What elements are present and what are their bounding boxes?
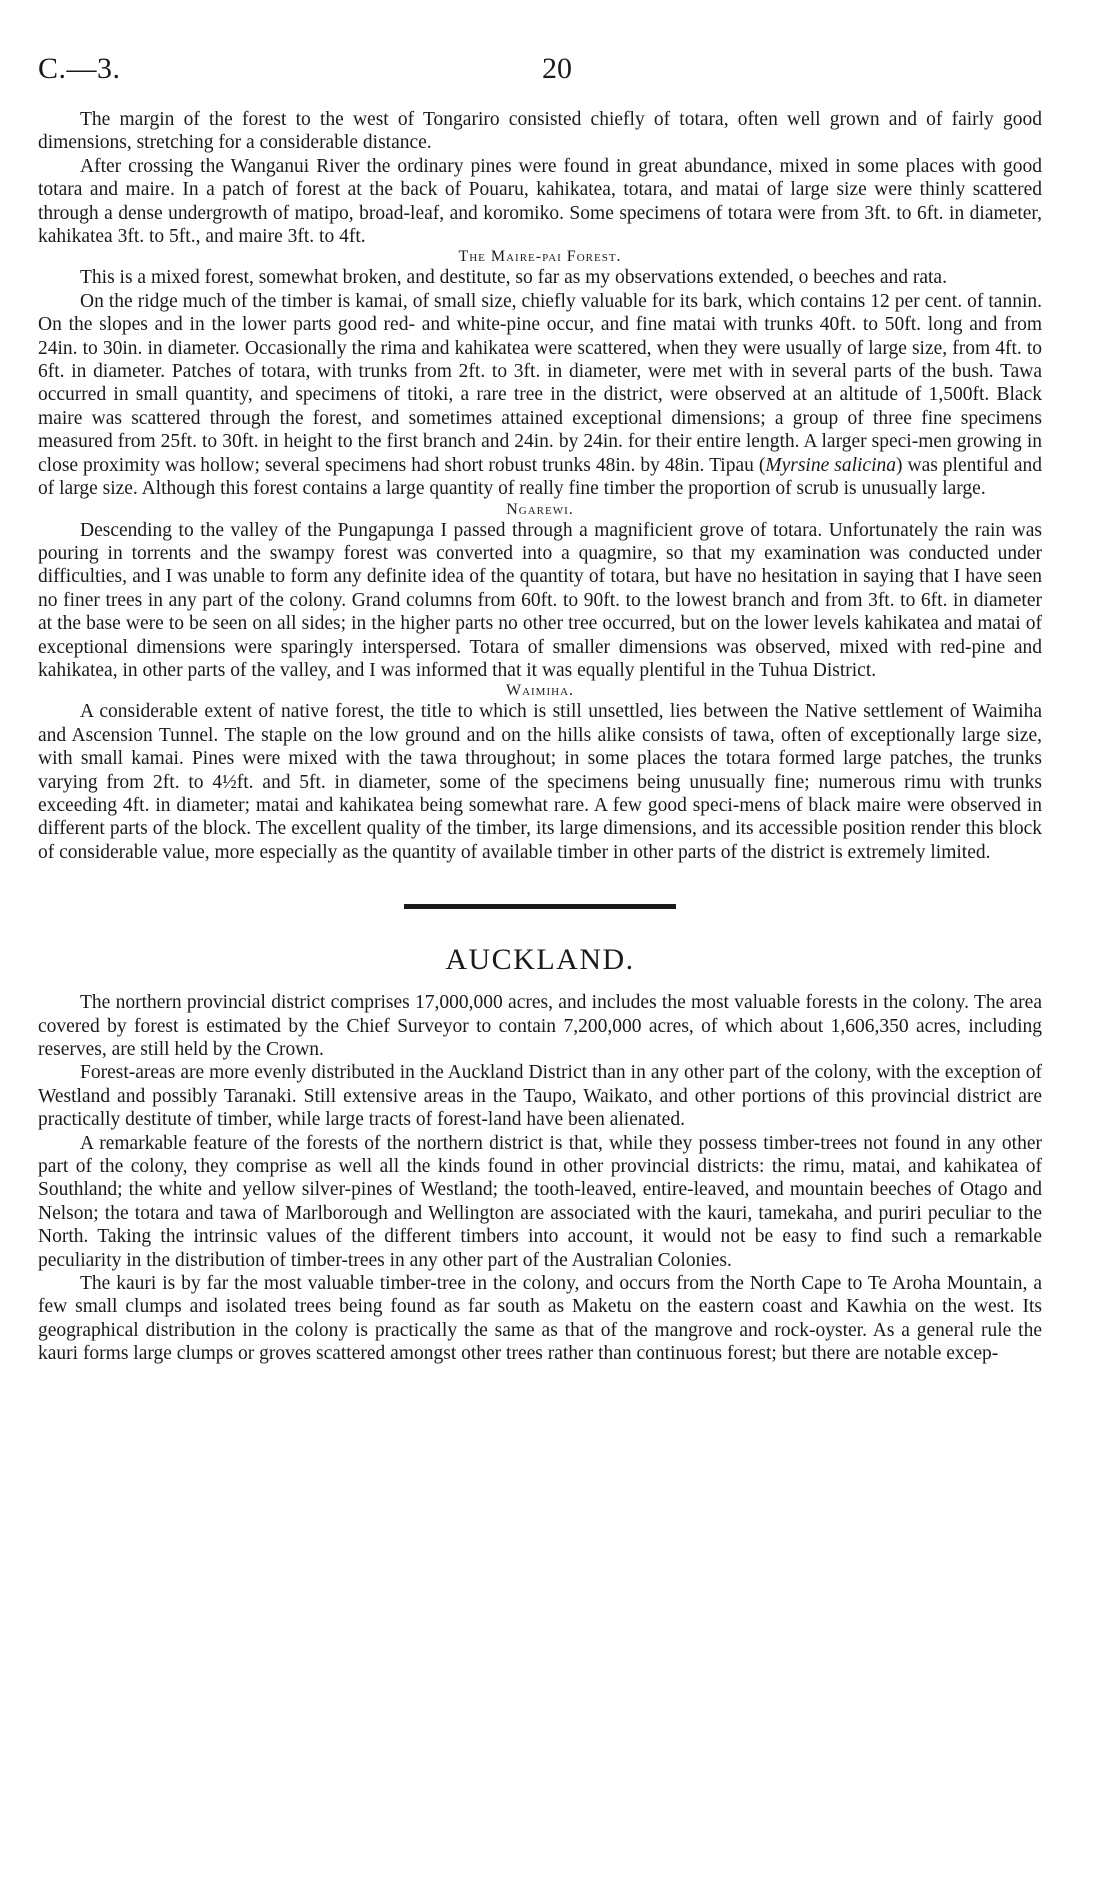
paragraph: Descending to the valley of the Pungapunga I passed through a magnificient grove of totara. Unfortunately the rain was pouring in torrents and the swampy forest was converted into a quagmire, so that my examination was conducted under difficulties, and I was unable to form any definite idea of the quantity of totara, but have no hesitation in saying that I have seen no finer trees in any part of the colony. Grand columns from 60ft. to 90ft. to the lowest branch and from 3ft. to 6ft. in diameter at the base were to be seen on all sides; in the higher parts no other tree occurred, but on the lower levels kahikatea and matai of exceptional dimensions were sparingly interspersed. Totara of smaller dimensions was observed, mixed with red-pine and kahikatea, in other parts of the valley, and I was informed that it was equally plentiful in the Tuhua District. xyxy=(38,519,1042,681)
paragraph-text: ) was plentiful and of large size. Although this forest contains a large quantity of really fine timber the proportion of scrub is unusually large. xyxy=(38,454,1043,500)
page-header xyxy=(38,52,1076,92)
page-number: 20 xyxy=(542,52,572,85)
paragraph: Forest-areas are more evenly distributed in the Auckland District than in any other part of the colony, with the exception of Westland and possibly Taranaki. Still extensive areas in the Taupo, Waikato, and other portions of this provincial district are practically destitute of timber, while large tracts of forest-land have been alienated. xyxy=(38,1062,1042,1131)
section-heading-ngarewi: Ngarewi. xyxy=(506,500,574,518)
paragraph: A remarkable feature of the forests of the northern district is that, while they possess timber-trees not found in any other part of the colony, they comprise as well all the kinds found in other provincial districts: the rimu, matai, and kahikatea of Southland; the white and yellow silver-pines of Westland; the tooth-leaved, entire-leaved, and mountain beeches of Otago and Nelson; the totara and tawa of Marlborough and Wellington are associated with the kauri, tamekaha, and puriri peculiar to the North. Taking the intrinsic values of the different timbers into account, it would not be easy to find such a remarkable peculiarity in the distribution of timber-trees in any other part of the Australian Colonies. xyxy=(38,1132,1042,1271)
paragraph-text: On the ridge much of the timber is kamai, of small size, chiefly valuable for its bark, which contains 12 per cent. of tannin. On the slopes and in the lower parts good red- and white-pine occur, and fine matai with trunks 40ft. to 50ft. long and from 24in. to 30in. in diameter. Occasionally the rima and kahikatea were scattered, when they were usually of large size, from 4ft. to 6ft. in diameter. Patches of totara, with trunks from 2ft. to 3ft. in diameter, were met with in several parts of the bush. Tawa occurred in small quantity, and specimens of titoki, a rare tree in the district, were observed at an altitude of 1,500ft. Black maire was scattered through the forest, and sometimes attained exceptional dimensions; a group of three fine specimens measured from 25ft. to 30ft. in height to the first branch and 24in. by 24in. for their entire length. A larger speci-men growing in close proximity was hollow; several specimens had short robust trunks 48in. by 48in. Tipau ( xyxy=(38,290,1042,476)
species-name: Myrsine salicina xyxy=(765,454,896,476)
region-heading-auckland: AUCKLAND. xyxy=(445,943,635,977)
paragraph: The margin of the forest to the west of Tongariro consisted chiefly of totara, often well grown and of fairly good dimensions, stretching for a considerable distance. xyxy=(38,109,1042,154)
paragraph: After crossing the Wanganui River the ordinary pines were found in great abundance, mixed in some places with good totara and maire. In a patch of forest at the back of Pouaru, kahikatea, totara, and matai of large size were thinly scattered through a dense undergrowth of matipo, broad-leaf, and koromiko. Some specimens of totara were from 3ft. to 6ft. in diameter, kahikatea 3ft. to 5ft., and maire 3ft. to 4ft. xyxy=(38,155,1042,248)
paragraph: The northern provincial district comprises 17,000,000 acres, and includes the most valuable forests in the colony. The area covered by forest is estimated by the Chief Surveyor to contain 7,200,000 acres, of which about 1,606,350 acres, including reserves, are still held by the Crown. xyxy=(38,992,1042,1060)
section-divider xyxy=(404,904,676,909)
paragraph: A considerable extent of native forest, the title to which is still unsettled, lies between the Native settlement of Waimiha and Ascension Tunnel. The staple on the low ground and on the hills alike consists of tawa, often of exceptionally large size, with small kamai. Pines were mixed with the tawa throughout; in some places the totara formed large patches, the trunks varying from 2ft. to 4½ft. and 5ft. in diameter, some of the specimens being unusually fine; numerous rimu with trunks exceeding 4ft. in diameter; matai and kahikatea being somewhat rare. A few good speci-mens of black maire were observed in different parts of the block. The excellent quality of the timber, its large dimensions, and its accessible position render this block of considerable value, more especially as the quantity of available timber in other parts of the district is extremely limited. xyxy=(38,701,1042,863)
section-heading-maire-pai: The Maire-pai Forest. xyxy=(458,248,622,266)
page-body xyxy=(38,108,1042,1366)
document-reference: C.—3. xyxy=(38,52,121,85)
paragraph: The kauri is by far the most valuable timber-tree in the colony, and occurs from the North Cape to Te Aroha Mountain, a few small clumps and isolated trees being found as far south as Maketu on the eastern coast and Kawhia on the west. Its geographical distribution in the colony is practically the same as that of the mangrove and rock-oyster. As a general rule the kauri forms large clumps or groves scattered amongst other trees rather than continuous forest; but there are notable excep- xyxy=(38,1273,1042,1365)
section-heading-waimiha: Waimiha. xyxy=(505,682,575,700)
paragraph xyxy=(38,290,1042,501)
paragraph: This is a mixed forest, somewhat broken, and destitute, so far as my observations extended, o beeches and rata. xyxy=(80,267,947,289)
